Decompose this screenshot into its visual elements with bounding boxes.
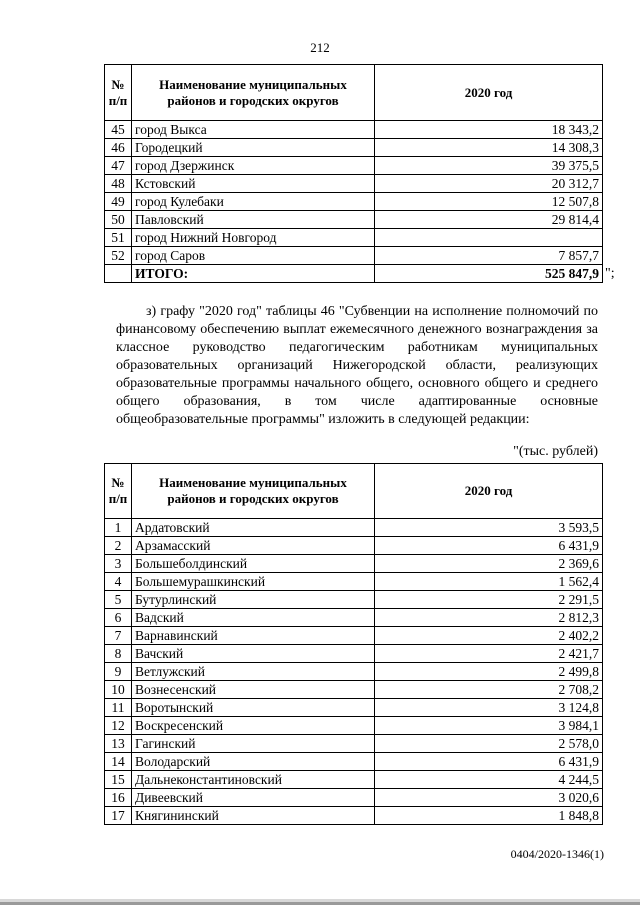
row-name: Воротынский bbox=[132, 699, 375, 717]
table-row bbox=[105, 175, 603, 193]
table-row bbox=[105, 555, 603, 573]
page-number: 212 bbox=[310, 40, 330, 55]
row-name: Дальнеконстантиновский bbox=[132, 771, 375, 789]
closing-quote: "; bbox=[605, 266, 615, 281]
row-value: 12 507,8 bbox=[375, 193, 603, 211]
table-row bbox=[105, 789, 603, 807]
total-num-cell bbox=[105, 265, 132, 283]
row-number: 10 bbox=[105, 681, 132, 699]
row-number: 1 bbox=[105, 519, 132, 537]
row-number: 45 bbox=[105, 121, 132, 139]
row-number: 48 bbox=[105, 175, 132, 193]
table-row bbox=[105, 193, 603, 211]
row-name: Варнавинский bbox=[132, 627, 375, 645]
row-name: Большеболдинский bbox=[132, 555, 375, 573]
table-row bbox=[105, 537, 603, 555]
row-number: 14 bbox=[105, 753, 132, 771]
row-value: 2 421,7 bbox=[375, 645, 603, 663]
row-name: Арзамасский bbox=[132, 537, 375, 555]
table-row bbox=[105, 645, 603, 663]
row-value: 1 848,8 bbox=[375, 807, 603, 825]
table-top bbox=[104, 64, 603, 283]
row-name: город Саров bbox=[132, 247, 375, 265]
row-value: 3 020,6 bbox=[375, 789, 603, 807]
row-value: 2 291,5 bbox=[375, 591, 603, 609]
table-row bbox=[105, 717, 603, 735]
table-row bbox=[105, 139, 603, 157]
row-value: 39 375,5 bbox=[375, 157, 603, 175]
header-name: Наименование муниципальных районов и городских округов bbox=[132, 464, 375, 519]
table-row bbox=[105, 573, 603, 591]
row-value: 3 593,5 bbox=[375, 519, 603, 537]
row-number: 8 bbox=[105, 645, 132, 663]
row-name: Воскресенский bbox=[132, 717, 375, 735]
table-row bbox=[105, 247, 603, 265]
row-name: Павловский bbox=[132, 211, 375, 229]
row-number: 4 bbox=[105, 573, 132, 591]
row-value: 18 343,2 bbox=[375, 121, 603, 139]
header-name: Наименование муниципальных районов и городских округов bbox=[132, 65, 375, 121]
row-value: 3 124,8 bbox=[375, 699, 603, 717]
row-name: Ардатовский bbox=[132, 519, 375, 537]
row-value: 29 814,4 bbox=[375, 211, 603, 229]
amendment-paragraph: з) графу "2020 год" таблицы 46 "Субвенции на исполнение полномочий по финансовому обеспечению выплат ежемесячного денежного вознаграждения за классное руководство педагогическим работникам муниципальных образовательных организаций Нижегородской области, реализующих образовательные программы начального общего, основного общего и среднего общего образования, в том числе адаптированные основные общеобразовательные программы" изложить в следующей редакции: bbox=[116, 304, 598, 427]
header-year: 2020 год bbox=[375, 464, 603, 519]
row-value: 2 812,3 bbox=[375, 609, 603, 627]
row-number: 49 bbox=[105, 193, 132, 211]
row-name: Кстовский bbox=[132, 175, 375, 193]
row-number: 6 bbox=[105, 609, 132, 627]
row-number: 13 bbox=[105, 735, 132, 753]
row-name: Володарский bbox=[132, 753, 375, 771]
row-value: 4 244,5 bbox=[375, 771, 603, 789]
document-code: 0404/2020-1346(1) bbox=[510, 847, 604, 861]
total-label: ИТОГО: bbox=[132, 265, 375, 283]
row-number: 17 bbox=[105, 807, 132, 825]
row-number: 52 bbox=[105, 247, 132, 265]
row-number: 11 bbox=[105, 699, 132, 717]
row-number: 47 bbox=[105, 157, 132, 175]
row-name: Бутурлинский bbox=[132, 591, 375, 609]
row-name: Вадский bbox=[132, 609, 375, 627]
row-value: 2 499,8 bbox=[375, 663, 603, 681]
row-name: город Выкса bbox=[132, 121, 375, 139]
header-year: 2020 год bbox=[375, 65, 603, 121]
row-name: Вознесенский bbox=[132, 681, 375, 699]
table-row bbox=[105, 609, 603, 627]
row-value: 2 369,6 bbox=[375, 555, 603, 573]
table-row bbox=[105, 699, 603, 717]
row-value bbox=[375, 229, 603, 247]
header-num: № п/п bbox=[105, 464, 132, 519]
row-name: Большемурашкинский bbox=[132, 573, 375, 591]
row-number: 3 bbox=[105, 555, 132, 573]
table-row bbox=[105, 627, 603, 645]
row-value: 14 308,3 bbox=[375, 139, 603, 157]
row-name: Гагинский bbox=[132, 735, 375, 753]
row-name: Княгининский bbox=[132, 807, 375, 825]
total-row bbox=[105, 265, 603, 283]
row-number: 2 bbox=[105, 537, 132, 555]
row-number: 50 bbox=[105, 211, 132, 229]
row-value: 7 857,7 bbox=[375, 247, 603, 265]
row-number: 9 bbox=[105, 663, 132, 681]
table-row bbox=[105, 753, 603, 771]
row-number: 7 bbox=[105, 627, 132, 645]
row-number: 16 bbox=[105, 789, 132, 807]
table-row bbox=[105, 211, 603, 229]
scan-edge bbox=[0, 893, 640, 905]
row-name: Дивеевский bbox=[132, 789, 375, 807]
row-name: город Дзержинск bbox=[132, 157, 375, 175]
table-header-row bbox=[105, 65, 603, 121]
table-row bbox=[105, 771, 603, 789]
row-name: город Нижний Новгород bbox=[132, 229, 375, 247]
row-value: 3 984,1 bbox=[375, 717, 603, 735]
row-name: город Кулебаки bbox=[132, 193, 375, 211]
table-header-row bbox=[105, 464, 603, 519]
table-row bbox=[105, 519, 603, 537]
table-row bbox=[105, 807, 603, 825]
unit-label: "(тыс. рублей) bbox=[513, 444, 598, 459]
row-name: Ветлужский bbox=[132, 663, 375, 681]
table-row bbox=[105, 663, 603, 681]
row-name: Городецкий bbox=[132, 139, 375, 157]
header-num: № п/п bbox=[105, 65, 132, 121]
table-row bbox=[105, 591, 603, 609]
total-value: 525 847,9 bbox=[375, 265, 603, 283]
row-number: 5 bbox=[105, 591, 132, 609]
row-number: 12 bbox=[105, 717, 132, 735]
table-row bbox=[105, 735, 603, 753]
row-value: 2 578,0 bbox=[375, 735, 603, 753]
row-value: 6 431,9 bbox=[375, 753, 603, 771]
row-value: 20 312,7 bbox=[375, 175, 603, 193]
row-value: 1 562,4 bbox=[375, 573, 603, 591]
table-row bbox=[105, 229, 603, 247]
row-number: 51 bbox=[105, 229, 132, 247]
row-value: 2 708,2 bbox=[375, 681, 603, 699]
row-value: 6 431,9 bbox=[375, 537, 603, 555]
table-row bbox=[105, 157, 603, 175]
row-value: 2 402,2 bbox=[375, 627, 603, 645]
table-bottom bbox=[104, 463, 603, 825]
table-row bbox=[105, 681, 603, 699]
table-row bbox=[105, 121, 603, 139]
row-number: 15 bbox=[105, 771, 132, 789]
row-name: Вачский bbox=[132, 645, 375, 663]
row-number: 46 bbox=[105, 139, 132, 157]
